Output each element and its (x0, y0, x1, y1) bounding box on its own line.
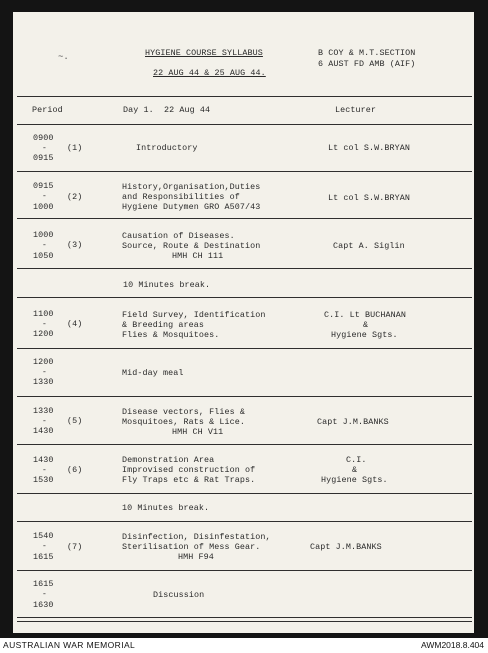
start-time: 1540 (33, 531, 54, 541)
archive-name: AUSTRALIAN WAR MEMORIAL (3, 640, 136, 650)
time-dash: - (42, 320, 47, 329)
subject-line: Flies & Mosquitoes. (122, 330, 220, 340)
period-heading: Period (32, 105, 63, 115)
start-time: 1430 (33, 455, 54, 465)
subject-line: Demonstration Area (122, 455, 215, 465)
time-dash: - (42, 466, 47, 475)
closing-double-rule (17, 617, 472, 622)
lecturer-line: Lt col S.W.BRYAN (328, 193, 411, 203)
end-time: 1530 (33, 475, 54, 485)
start-time: 0900 (33, 133, 54, 143)
row-rule (17, 348, 472, 349)
lecturer-line: Hygiene Sgts. (331, 330, 398, 340)
row-rule (17, 268, 472, 269)
time-dash: - (42, 590, 47, 599)
lecturer-line: Lt col S.W.BRYAN (328, 143, 411, 153)
subject-line: Sterilisation of Mess Gear. (122, 542, 261, 552)
session-number: (3) (67, 240, 83, 250)
subject-line: and Responsibilities of (122, 192, 240, 202)
subject-line: Improvised construction of (122, 465, 256, 475)
start-time: 1615 (33, 579, 54, 589)
row-rule (17, 297, 472, 298)
subject-line: Mosquitoes, Rats & Lice. (122, 417, 246, 427)
subject-reference: HMH F94 (178, 552, 214, 562)
session-number: (4) (67, 319, 83, 329)
archive-footer (0, 638, 488, 653)
accession-number: AWM2018.8.404 (421, 640, 484, 650)
session-number: (7) (67, 542, 83, 552)
row-rule (17, 396, 472, 397)
start-time: 0915 (33, 181, 54, 191)
lecturer-line: Capt A. Siglin (333, 241, 405, 251)
document-dates: 22 AUG 44 & 25 AUG 44. (153, 68, 266, 78)
session-number: (6) (67, 465, 83, 475)
lecturer-line: & (363, 320, 369, 330)
subject-line: & Breeding areas (122, 320, 205, 330)
end-time: 1615 (33, 552, 54, 562)
end-time: 1050 (33, 251, 54, 261)
lecturer-heading: Lecturer (335, 105, 377, 115)
session-number: (2) (67, 192, 83, 202)
subject-reference: HMH CH 111 (172, 251, 224, 261)
row-rule (17, 570, 472, 571)
subject-reference: HMH CH V11 (172, 427, 224, 437)
lecturer-line: C.I. Lt BUCHANAN (324, 310, 407, 320)
subject-line: Mid-day meal (122, 368, 184, 378)
day-heading: Day 1. 22 Aug 44 (123, 105, 211, 115)
header-rule (17, 96, 472, 97)
column-heading-rule (17, 124, 472, 125)
row-rule (17, 218, 472, 219)
row-rule (17, 521, 472, 522)
end-time: 1630 (33, 600, 54, 610)
lecturer-line: Capt J.M.BANKS (310, 542, 382, 552)
time-dash: - (42, 144, 47, 153)
session-number: (5) (67, 416, 83, 426)
subject-line: Discussion (153, 590, 205, 600)
time-dash: - (42, 542, 47, 551)
unit-line-1: B COY & M.T.SECTION (318, 48, 416, 58)
start-time: 1330 (33, 406, 54, 416)
break-label: 10 Minutes break. (123, 280, 211, 290)
subject-line: Introductory (136, 143, 198, 153)
time-dash: - (42, 368, 47, 377)
syllabus-page (13, 12, 474, 633)
subject-line: Disinfection, Disinfestation, (122, 532, 271, 542)
row-rule (17, 493, 472, 494)
time-dash: - (42, 241, 47, 250)
break-label: 10 Minutes break. (122, 503, 210, 513)
lecturer-line: Capt J.M.BANKS (317, 417, 389, 427)
lecturer-line: Hygiene Sgts. (321, 475, 388, 485)
start-time: 1000 (33, 230, 54, 240)
subject-line: Field Survey, Identification (122, 310, 266, 320)
time-dash: - (42, 417, 47, 426)
start-time: 1200 (33, 357, 54, 367)
lecturer-line: C.I. (346, 455, 367, 465)
end-time: 1430 (33, 426, 54, 436)
pencil-mark: ~. (58, 52, 69, 62)
end-time: 1200 (33, 329, 54, 339)
end-time: 1000 (33, 202, 54, 212)
subject-line: Disease vectors, Flies & (122, 407, 246, 417)
session-number: (1) (67, 143, 83, 153)
subject-line: Fly Traps etc & Rat Traps. (122, 475, 256, 485)
subject-line: Source, Route & Destination (122, 241, 261, 251)
end-time: 1330 (33, 377, 54, 387)
lecturer-line: & (352, 465, 358, 475)
row-rule (17, 171, 472, 172)
unit-line-2: 6 AUST FD AMB (AIF) (318, 59, 416, 69)
subject-line: History,Organisation,Duties (122, 182, 261, 192)
subject-line: Causation of Diseases. (122, 231, 235, 241)
end-time: 0915 (33, 153, 54, 163)
row-rule (17, 444, 472, 445)
document-title: HYGIENE COURSE SYLLABUS (145, 48, 263, 58)
time-dash: - (42, 192, 47, 201)
start-time: 1100 (33, 309, 54, 319)
subject-line: Hygiene Dutymen GRO A507/43 (122, 202, 261, 212)
